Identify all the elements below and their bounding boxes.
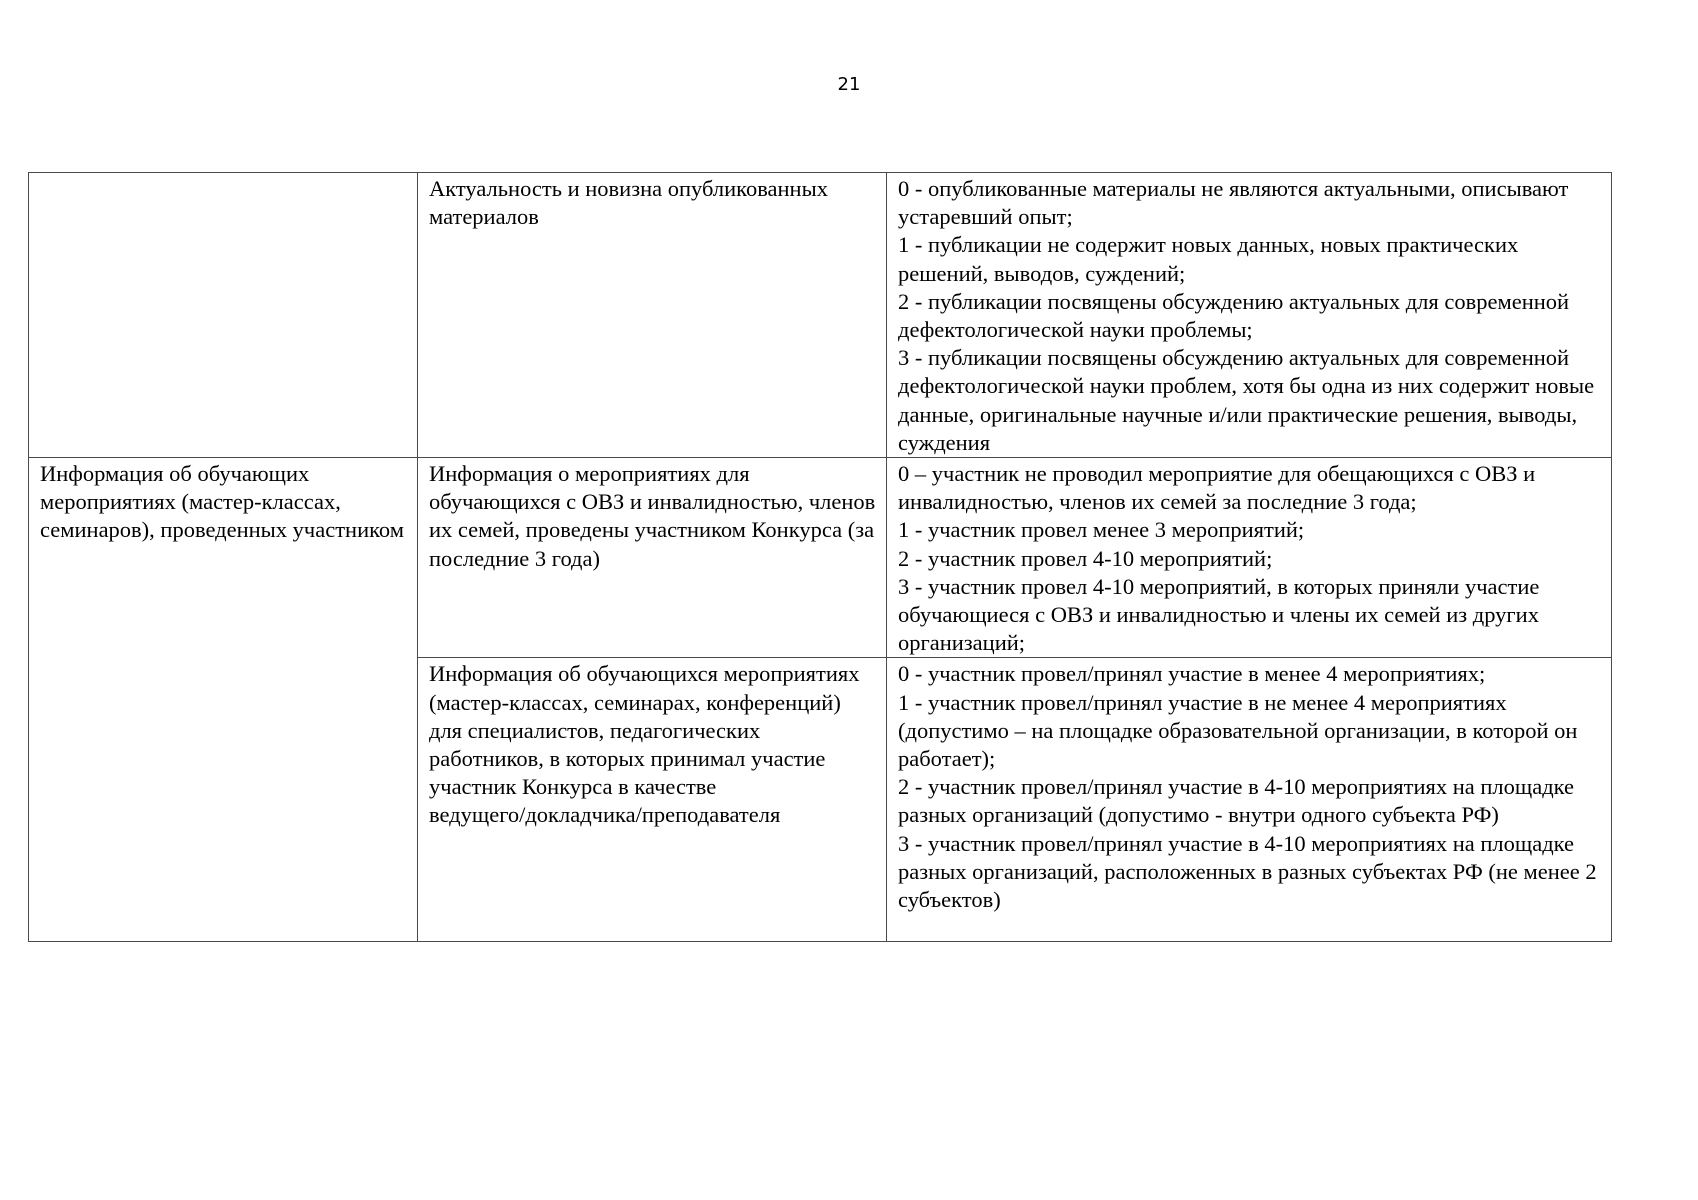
score-line: 3 - участник провел/принял участие в 4-10 мероприятиях на площадке разных организаций, расположенных в разных субъектах РФ (не менее 2 субъектов) — [898, 830, 1597, 913]
page-number: 21 — [837, 74, 861, 95]
score-line: 2 - участник провел/принял участие в 4-10 мероприятиях на площадке разных организаций (допустимо - внутри одного субъекта РФ) — [898, 774, 1575, 828]
criterion-cell: Информация о мероприятиях для обучающихся с ОВЗ и инвалидностью, членов их семей, проведены участником Конкурса (за последние 3 года) — [418, 458, 887, 658]
criteria-table — [28, 172, 1612, 942]
criterion-cell — [418, 658, 887, 942]
score-line: 0 - опубликованные материалы не являются актуальными, описывают устаревший опыт; — [898, 176, 1569, 230]
table-row — [29, 173, 1612, 458]
group-cell: Информация об обучающих мероприятиях (мастер-классах, семинаров), проведенных участником — [29, 458, 418, 942]
score-line: 2 - участник провел 4-10 мероприятий; — [898, 545, 1273, 571]
criterion-cell: Актуальность и новизна опубликованных материалов — [418, 173, 887, 458]
score-line: 0 - участник провел/принял участие в менее 4 мероприятиях; — [898, 661, 1486, 687]
score-line: 2 - публикации посвящены обсуждению актуальных для современной дефектологической науки проблемы; — [898, 288, 1570, 343]
table-row — [29, 458, 1612, 658]
score-line: 1 - публикации не содержит новых данных, новых практических решений, выводов, суждений; — [898, 232, 1519, 286]
score-cell — [887, 173, 1612, 458]
score-line: 3 - публикации посвящены обсуждению актуальных для современной дефектологической науки проблем, хотя бы одна из них содержит новые данные, оригинальные научные и/или практические решения, выводы, суждения — [898, 345, 1595, 455]
score-line: 1 - участник провел/принял участие в не менее 4 мероприятиях (допустимо – на площадке образовательной организации, в которой он работает); — [898, 689, 1578, 772]
score-line: 0 – участник не проводил мероприятие для обещающихся с ОВЗ и инвалидностью, членов их семей за последние 3 года; — [898, 461, 1536, 515]
score-cell — [887, 658, 1612, 942]
criterion-line: Информация об обучающихся мероприятиях (мастер-классах, семинарах, конференций) для специалистов, педагогических работников, в которых принимал участие участник Конкурса в качестве — [429, 661, 860, 800]
score-cell — [887, 458, 1612, 658]
score-line: 3 - участник провел 4-10 мероприятий, в которых приняли участие обучающиеся с ОВЗ и инвалидностью и члены их семей из других организаций; — [898, 573, 1540, 656]
criterion-line: ведущего/докладчика/преподавателя — [429, 802, 781, 828]
group-cell — [29, 173, 418, 458]
score-line: 1 - участник провел менее 3 мероприятий; — [898, 517, 1305, 543]
